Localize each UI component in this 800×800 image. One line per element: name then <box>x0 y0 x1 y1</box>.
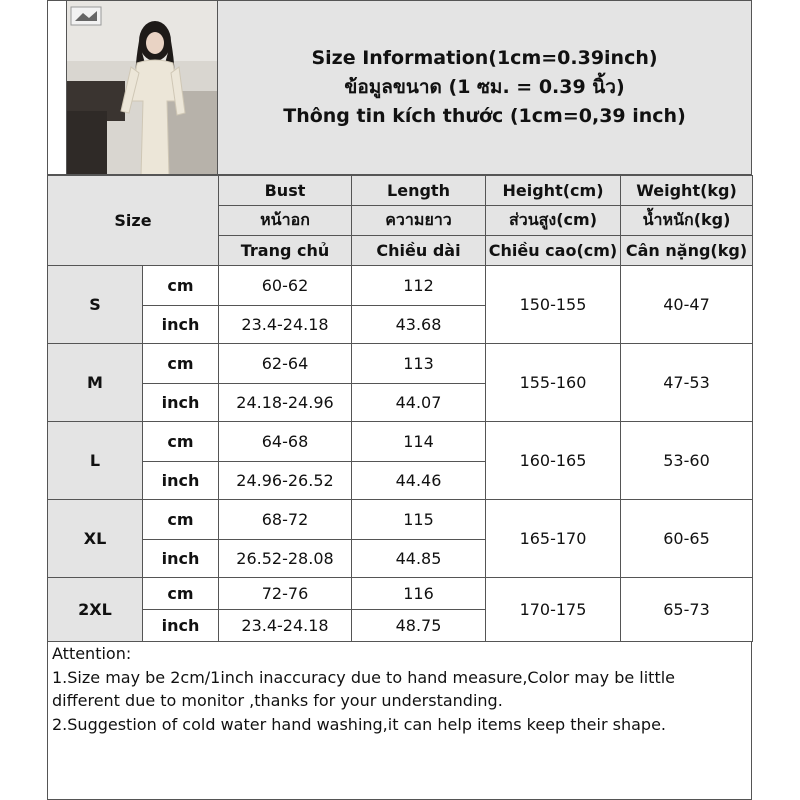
header-title-en: Size Information(1cm=0.39inch) <box>311 47 658 69</box>
height-s: 150-155 <box>486 266 621 344</box>
length-inch-l: 44.46 <box>352 462 486 500</box>
height-xl: 165-170 <box>486 500 621 578</box>
bust-inch-s: 23.4-24.18 <box>219 306 352 344</box>
bust-header-en: Bust <box>219 176 352 206</box>
bust-cm-2xl: 72-76 <box>219 578 352 610</box>
length-cm-2xl: 116 <box>352 578 486 610</box>
weight-header-vi: Cân nặng(kg) <box>621 236 753 266</box>
height-header-vi: Chiều cao(cm) <box>486 236 621 266</box>
size-label-2xl: 2XL <box>48 578 143 642</box>
length-header-vi: Chiều dài <box>352 236 486 266</box>
weight-m: 47-53 <box>621 344 753 422</box>
header-left-margin <box>47 0 66 175</box>
length-header-en: Length <box>352 176 486 206</box>
table-row-m-cm <box>48 344 753 384</box>
attention-notes <box>47 641 752 800</box>
size-label-xl: XL <box>48 500 143 578</box>
model-photo-illustration <box>67 1 218 175</box>
length-inch-2xl: 48.75 <box>352 610 486 642</box>
weight-2xl: 65-73 <box>621 578 753 642</box>
unit-cm: cm <box>143 500 219 540</box>
size-label-s: S <box>48 266 143 344</box>
length-cm-m: 113 <box>352 344 486 384</box>
height-header-en: Height(cm) <box>486 176 621 206</box>
bust-cm-m: 62-64 <box>219 344 352 384</box>
notes-line-1: 1.Size may be 2cm/1inch inaccuracy due to hand measure,Color may be little different due to monitor ,thanks for your understanding. <box>52 667 676 710</box>
weight-l: 53-60 <box>621 422 753 500</box>
height-m: 155-160 <box>486 344 621 422</box>
size-information-header <box>218 0 752 175</box>
weight-s: 40-47 <box>621 266 753 344</box>
unit-inch: inch <box>143 462 219 500</box>
bust-cm-xl: 68-72 <box>219 500 352 540</box>
bust-cm-l: 64-68 <box>219 422 352 462</box>
header-row-en <box>48 176 753 206</box>
bust-inch-2xl: 23.4-24.18 <box>219 610 352 642</box>
bust-header-th: หน้าอก <box>219 206 352 236</box>
header-title-th: ข้อมูลขนาด (1 ซม. = 0.39 นิ้ว) <box>344 76 625 98</box>
product-photo <box>66 0 218 175</box>
table-row-2xl-cm <box>48 578 753 610</box>
size-label-l: L <box>48 422 143 500</box>
height-2xl: 170-175 <box>486 578 621 642</box>
unit-cm: cm <box>143 422 219 462</box>
bust-inch-m: 24.18-24.96 <box>219 384 352 422</box>
header-title-vi: Thông tin kích thước (1cm=0,39 inch) <box>283 105 686 127</box>
size-column-header: Size <box>48 176 219 266</box>
height-l: 160-165 <box>486 422 621 500</box>
notes-title: Attention: <box>52 644 132 663</box>
weight-header-th: น้ำหนัก(kg) <box>621 206 753 236</box>
unit-cm: cm <box>143 344 219 384</box>
notes-line-2: 2.Suggestion of cold water hand washing,it can help items keep their shape. <box>52 714 666 734</box>
unit-cm: cm <box>143 266 219 306</box>
unit-cm: cm <box>143 578 219 610</box>
bust-inch-l: 24.96-26.52 <box>219 462 352 500</box>
table-row-xl-cm <box>48 500 753 540</box>
length-inch-m: 44.07 <box>352 384 486 422</box>
weight-xl: 60-65 <box>621 500 753 578</box>
length-header-th: ความยาว <box>352 206 486 236</box>
length-inch-xl: 44.85 <box>352 540 486 578</box>
bust-header-vi: Trang chủ <box>219 236 352 266</box>
weight-header-en: Weight(kg) <box>621 176 753 206</box>
length-inch-s: 43.68 <box>352 306 486 344</box>
size-label-m: M <box>48 344 143 422</box>
table-row-l-cm <box>48 422 753 462</box>
length-cm-l: 114 <box>352 422 486 462</box>
length-cm-s: 112 <box>352 266 486 306</box>
unit-inch: inch <box>143 540 219 578</box>
bust-cm-s: 60-62 <box>219 266 352 306</box>
size-chart-table <box>47 175 753 642</box>
height-header-th: ส่วนสูง(cm) <box>486 206 621 236</box>
bust-inch-xl: 26.52-28.08 <box>219 540 352 578</box>
table-row-s-cm <box>48 266 753 306</box>
unit-inch: inch <box>143 306 219 344</box>
length-cm-xl: 115 <box>352 500 486 540</box>
unit-inch: inch <box>143 384 219 422</box>
unit-inch: inch <box>143 610 219 642</box>
